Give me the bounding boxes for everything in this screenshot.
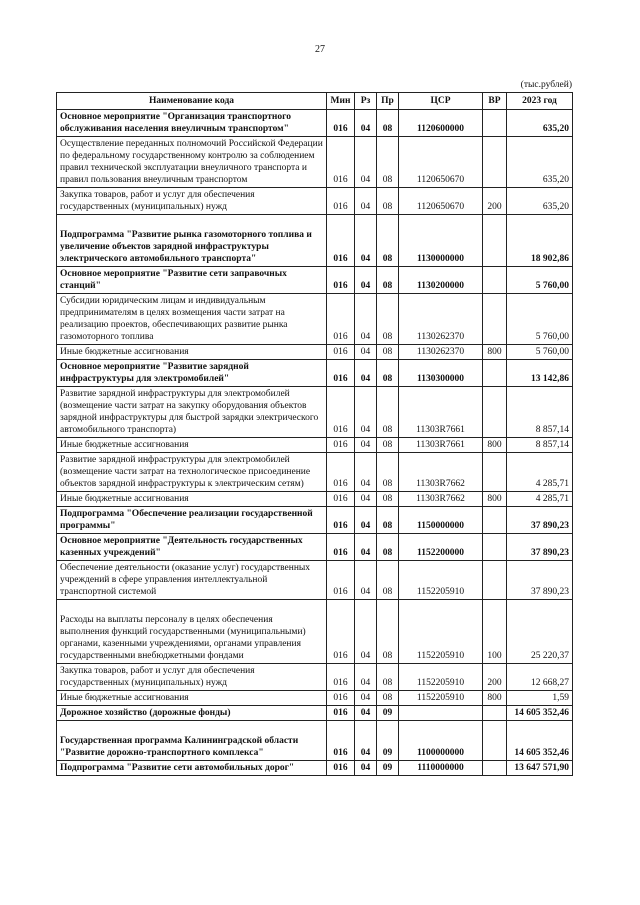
row-vr: 800 — [483, 345, 507, 360]
row-name: Закупка товаров, работ и услуг для обеспечения государственных (муниципальных) нужд — [57, 188, 327, 215]
row-rz: 04 — [355, 600, 377, 664]
table-row — [57, 267, 573, 294]
row-min: 016 — [327, 561, 355, 600]
row-pr: 08 — [377, 534, 399, 561]
table-row — [57, 561, 573, 600]
row-min: 016 — [327, 664, 355, 691]
row-amount: 25 220,37 — [507, 600, 573, 664]
row-rz: 04 — [355, 534, 377, 561]
row-rz: 04 — [355, 267, 377, 294]
row-amount: 4 285,71 — [507, 453, 573, 492]
table-row — [57, 294, 573, 345]
row-amount: 12 668,27 — [507, 664, 573, 691]
row-csr: 1152205910 — [399, 664, 483, 691]
row-vr — [483, 706, 507, 721]
table-row — [57, 188, 573, 215]
table-body — [57, 110, 573, 776]
header-year: 2023 год — [507, 93, 573, 110]
row-vr — [483, 387, 507, 438]
row-amount: 14 605 352,46 — [507, 721, 573, 761]
row-name: Подпрограмма "Развитие сети автомобильных дорог" — [57, 761, 327, 776]
row-rz: 04 — [355, 706, 377, 721]
row-name: Основное мероприятие "Деятельность государственных казенных учреждений" — [57, 534, 327, 561]
row-amount: 14 605 352,46 — [507, 706, 573, 721]
row-min: 016 — [327, 345, 355, 360]
row-rz: 04 — [355, 360, 377, 387]
table-row — [57, 600, 573, 664]
row-min: 016 — [327, 721, 355, 761]
row-rz: 04 — [355, 492, 377, 507]
table-row — [57, 492, 573, 507]
row-rz: 04 — [355, 691, 377, 706]
row-min: 016 — [327, 215, 355, 267]
row-vr — [483, 215, 507, 267]
row-name: Основное мероприятие "Развитие сети заправочных станций" — [57, 267, 327, 294]
row-rz: 04 — [355, 294, 377, 345]
table-row — [57, 215, 573, 267]
row-rz: 04 — [355, 438, 377, 453]
row-min: 016 — [327, 110, 355, 137]
row-rz: 04 — [355, 761, 377, 776]
row-amount: 5 760,00 — [507, 345, 573, 360]
row-csr: 1152200000 — [399, 534, 483, 561]
row-csr: 1110000000 — [399, 761, 483, 776]
row-pr: 08 — [377, 664, 399, 691]
row-name: Закупка товаров, работ и услуг для обеспечения государственных (муниципальных) нужд — [57, 664, 327, 691]
table-row — [57, 706, 573, 721]
row-pr: 08 — [377, 691, 399, 706]
row-vr — [483, 721, 507, 761]
row-vr — [483, 761, 507, 776]
row-pr: 08 — [377, 438, 399, 453]
row-vr — [483, 507, 507, 534]
row-name: Дорожное хозяйство (дорожные фонды) — [57, 706, 327, 721]
row-name: Расходы на выплаты персоналу в целях обеспечения выполнения функций государственными (муниципальными) органами, казенными учреждениями, органами управления государственными внебюджетными фондами — [57, 600, 327, 664]
row-vr: 200 — [483, 188, 507, 215]
row-amount: 635,20 — [507, 110, 573, 137]
row-amount: 8 857,14 — [507, 387, 573, 438]
row-csr: 1152205910 — [399, 600, 483, 664]
row-name: Иные бюджетные ассигнования — [57, 691, 327, 706]
row-name: Иные бюджетные ассигнования — [57, 345, 327, 360]
row-amount: 13 647 571,90 — [507, 761, 573, 776]
header-name: Наименование кода — [57, 93, 327, 110]
row-csr: 1152205910 — [399, 691, 483, 706]
row-min: 016 — [327, 534, 355, 561]
row-amount: 13 142,86 — [507, 360, 573, 387]
row-amount: 635,20 — [507, 137, 573, 188]
row-rz: 04 — [355, 387, 377, 438]
table-row — [57, 507, 573, 534]
table-row — [57, 721, 573, 761]
row-pr: 08 — [377, 387, 399, 438]
header-vr: ВР — [483, 93, 507, 110]
row-csr: 11303R7662 — [399, 453, 483, 492]
row-name: Осуществление переданных полномочий Российской Федерации по федеральному государственному контролю за соблюдением правил технической эксплуатации внеуличного транспорта и правил пользования внеуличным транспортом — [57, 137, 327, 188]
row-name: Субсидии юридическим лицам и индивидуальным предпринимателям в целях возмещения части затрат на реализацию проектов, обеспечивающих развитие рынка газомоторного топлива — [57, 294, 327, 345]
row-vr — [483, 360, 507, 387]
row-name: Основное мероприятие "Организация транспортного обслуживания населения внеуличным транспортом" — [57, 110, 327, 137]
row-pr: 08 — [377, 110, 399, 137]
row-csr: 1130000000 — [399, 215, 483, 267]
row-min: 016 — [327, 600, 355, 664]
row-csr: 1150000000 — [399, 507, 483, 534]
row-rz: 04 — [355, 345, 377, 360]
row-amount: 8 857,14 — [507, 438, 573, 453]
row-csr: 1120650670 — [399, 137, 483, 188]
row-pr: 08 — [377, 137, 399, 188]
row-amount: 5 760,00 — [507, 294, 573, 345]
row-rz: 04 — [355, 721, 377, 761]
header-pr: Пр — [377, 93, 399, 110]
header-min: Мин — [327, 93, 355, 110]
row-min: 016 — [327, 438, 355, 453]
row-amount: 5 760,00 — [507, 267, 573, 294]
row-csr: 11303R7662 — [399, 492, 483, 507]
table-header-row — [57, 93, 573, 110]
row-csr: 1130262370 — [399, 345, 483, 360]
row-name: Иные бюджетные ассигнования — [57, 492, 327, 507]
row-pr: 08 — [377, 453, 399, 492]
row-name: Развитие зарядной инфраструктуры для электромобилей (возмещение части затрат на технологическое присоединение объектов зарядной инфраструктуры к электрическим сетям) — [57, 453, 327, 492]
row-min: 016 — [327, 360, 355, 387]
table-row — [57, 691, 573, 706]
row-csr: 1120650670 — [399, 188, 483, 215]
row-vr: 800 — [483, 691, 507, 706]
row-rz: 04 — [355, 453, 377, 492]
row-pr: 08 — [377, 345, 399, 360]
row-vr — [483, 453, 507, 492]
row-vr — [483, 110, 507, 137]
row-amount: 37 890,23 — [507, 507, 573, 534]
table-row — [57, 761, 573, 776]
row-name: Подпрограмма "Развитие рынка газомоторного топлива и увеличение объектов зарядной инфраструктуры электрического автомобильного транспорта" — [57, 215, 327, 267]
row-csr — [399, 706, 483, 721]
table-row — [57, 664, 573, 691]
row-pr: 08 — [377, 507, 399, 534]
page-number: 27 — [315, 44, 325, 55]
row-vr: 100 — [483, 600, 507, 664]
budget-table — [56, 92, 573, 776]
row-amount: 4 285,71 — [507, 492, 573, 507]
row-min: 016 — [327, 387, 355, 438]
row-pr: 08 — [377, 600, 399, 664]
row-name: Основное мероприятие "Развитие зарядной инфраструктуры для электромобилей" — [57, 360, 327, 387]
row-vr — [483, 561, 507, 600]
row-min: 016 — [327, 492, 355, 507]
row-csr: 1100000000 — [399, 721, 483, 761]
row-pr: 09 — [377, 706, 399, 721]
row-rz: 04 — [355, 664, 377, 691]
table-row — [57, 534, 573, 561]
row-csr: 11303R7661 — [399, 438, 483, 453]
row-amount: 37 890,23 — [507, 534, 573, 561]
row-rz: 04 — [355, 110, 377, 137]
row-csr: 11303R7661 — [399, 387, 483, 438]
row-min: 016 — [327, 294, 355, 345]
row-pr: 08 — [377, 215, 399, 267]
row-rz: 04 — [355, 188, 377, 215]
row-csr: 1130300000 — [399, 360, 483, 387]
row-min: 016 — [327, 137, 355, 188]
row-pr: 08 — [377, 360, 399, 387]
row-name: Обеспечение деятельности (оказание услуг) государственных учреждений в сфере управления интеллектуальной транспортной системой — [57, 561, 327, 600]
row-vr: 200 — [483, 664, 507, 691]
row-min: 016 — [327, 267, 355, 294]
table-row — [57, 137, 573, 188]
row-name: Иные бюджетные ассигнования — [57, 438, 327, 453]
units-label: (тыс.рублей) — [520, 80, 572, 90]
row-pr: 09 — [377, 761, 399, 776]
row-min: 016 — [327, 706, 355, 721]
row-name: Подпрограмма "Обеспечение реализации государственной программы" — [57, 507, 327, 534]
row-amount: 1,59 — [507, 691, 573, 706]
row-min: 016 — [327, 188, 355, 215]
row-min: 016 — [327, 761, 355, 776]
row-pr: 08 — [377, 492, 399, 507]
row-rz: 04 — [355, 507, 377, 534]
row-csr: 1130200000 — [399, 267, 483, 294]
row-vr — [483, 267, 507, 294]
row-rz: 04 — [355, 215, 377, 267]
row-csr: 1120600000 — [399, 110, 483, 137]
row-csr: 1152205910 — [399, 561, 483, 600]
row-name: Развитие зарядной инфраструктуры для электромобилей (возмещение части затрат на закупку оборудования объектов зарядной инфраструктуры для быстрой зарядки электрического автомобильного транспорта) — [57, 387, 327, 438]
table-row — [57, 360, 573, 387]
row-vr — [483, 137, 507, 188]
row-vr — [483, 294, 507, 345]
row-pr: 08 — [377, 188, 399, 215]
row-amount: 18 902,86 — [507, 215, 573, 267]
row-vr — [483, 534, 507, 561]
row-vr: 800 — [483, 492, 507, 507]
row-min: 016 — [327, 691, 355, 706]
row-min: 016 — [327, 453, 355, 492]
row-rz: 04 — [355, 561, 377, 600]
row-pr: 08 — [377, 267, 399, 294]
row-pr: 08 — [377, 294, 399, 345]
table-row — [57, 345, 573, 360]
row-amount: 37 890,23 — [507, 561, 573, 600]
row-amount: 635,20 — [507, 188, 573, 215]
table-row — [57, 453, 573, 492]
table-row — [57, 438, 573, 453]
header-csr: ЦСР — [399, 93, 483, 110]
row-pr: 09 — [377, 721, 399, 761]
row-name: Государственная программа Калининградской области "Развитие дорожно-транспортного комплекса" — [57, 721, 327, 761]
table-row — [57, 110, 573, 137]
header-rz: Рз — [355, 93, 377, 110]
row-pr: 08 — [377, 561, 399, 600]
row-min: 016 — [327, 507, 355, 534]
table-row — [57, 387, 573, 438]
row-csr: 1130262370 — [399, 294, 483, 345]
row-vr: 800 — [483, 438, 507, 453]
row-rz: 04 — [355, 137, 377, 188]
